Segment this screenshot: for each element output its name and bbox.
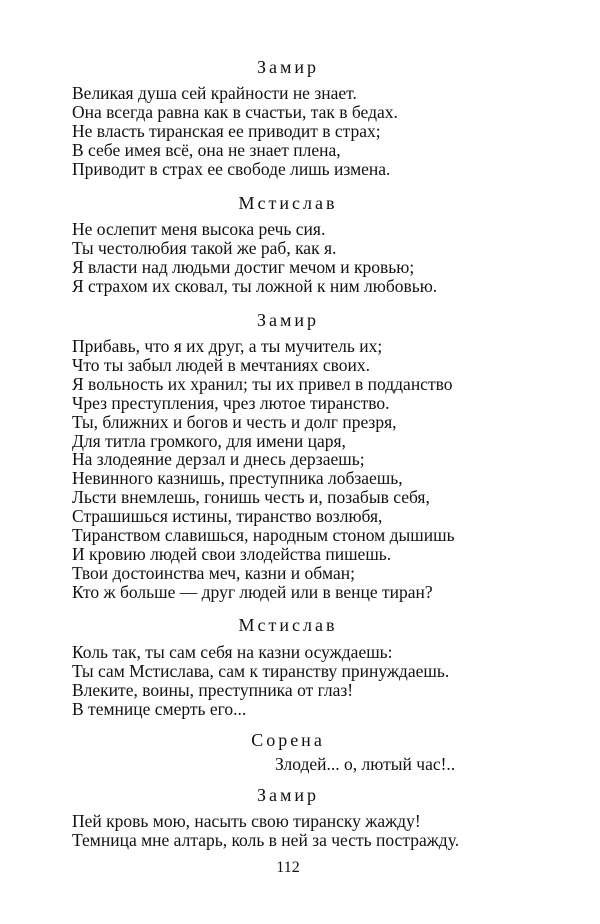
speaker-name: Замир bbox=[256, 785, 320, 805]
verse-line: И кровию людей свои злодейства пишешь. bbox=[72, 543, 392, 564]
verse-line: Кто ж больше — друг людей или в венце тиран? bbox=[72, 581, 433, 602]
verse-line: Льсти внемлешь, гонишь честь и, позабыв себя, bbox=[72, 487, 430, 508]
verse-block bbox=[72, 220, 572, 296]
speaker-name: Замир bbox=[256, 57, 320, 77]
verse-line: Я вольность их хранил; ты их привел в подданство bbox=[72, 373, 453, 394]
verse-line: На злодеяние дерзал и днесь дерзаешь; bbox=[72, 449, 365, 470]
verse-block bbox=[72, 337, 572, 602]
verse-line: Приводит в страх ее свободе лишь измена. bbox=[72, 158, 391, 179]
verse-line: Для титла громкого, для имени царя, bbox=[72, 430, 346, 451]
verse-line: Пей кровь мою, насыть свою тиранску жажду! bbox=[72, 811, 421, 831]
verse-line: Твои достоинства меч, казни и обман; bbox=[72, 562, 355, 583]
verse-line: Ты, ближних и богов и честь и долг презря, bbox=[72, 411, 397, 432]
verse-block bbox=[72, 812, 572, 850]
verse-block bbox=[72, 84, 572, 179]
verse-line: Ты честолюбия такой же раб, как я. bbox=[72, 237, 337, 258]
verse-line: В темнице смерть его... bbox=[72, 698, 247, 719]
verse-line: В себе имея всё, она не знает плена, bbox=[72, 139, 341, 160]
verse-line: Не власть тиранская ее приводит в страх; bbox=[72, 120, 381, 141]
verse-block bbox=[72, 643, 572, 719]
verse-line: Великая душа сей крайности не знает. bbox=[72, 83, 357, 103]
verse-line: Не ослепит меня высока речь сия. bbox=[72, 219, 326, 239]
page-number: 112 bbox=[276, 859, 300, 876]
verse-line: Невинного казнишь, преступника лобзаешь, bbox=[72, 468, 403, 489]
speaker-name: Мстислав bbox=[238, 193, 338, 213]
verse-line: Злодей... о, лютый час!.. bbox=[275, 754, 456, 774]
verse-line: Влеките, воины, преступника от глаз! bbox=[72, 679, 354, 700]
verse-line: Прибавь, что я их друг, а ты мучитель их; bbox=[72, 336, 383, 356]
verse-line: Она всегда равна как в счастьи, так в бедах. bbox=[72, 101, 398, 122]
verse-line: Я власти над людьми достиг мечом и кровью; bbox=[72, 256, 415, 277]
verse-line: Темница мне алтарь, коль в ней за честь постражду. bbox=[72, 829, 460, 850]
verse-line: Коль так, ты сам себя на казни осуждаешь: bbox=[72, 642, 393, 662]
speaker-name: Сорена bbox=[251, 730, 325, 750]
verse-line: Тиранством славишься, народным стоном дышишь bbox=[72, 525, 455, 546]
verse-line: Что ты забыл людей в мечтаниях своих. bbox=[72, 354, 371, 375]
verse-line: Чрез преступления, чрез лютое тиранство. bbox=[72, 392, 390, 413]
verse-line: Ты сам Мстислава, сам к тиранству принуждаешь. bbox=[72, 660, 450, 681]
speaker-name: Замир bbox=[256, 310, 320, 330]
speaker-name: Мстислав bbox=[238, 615, 338, 635]
verse-line: Я страхом их сковал, ты ложной к ним любовью. bbox=[72, 275, 438, 296]
verse-line: Страшишься истины, тиранство возлюбя, bbox=[72, 506, 383, 527]
